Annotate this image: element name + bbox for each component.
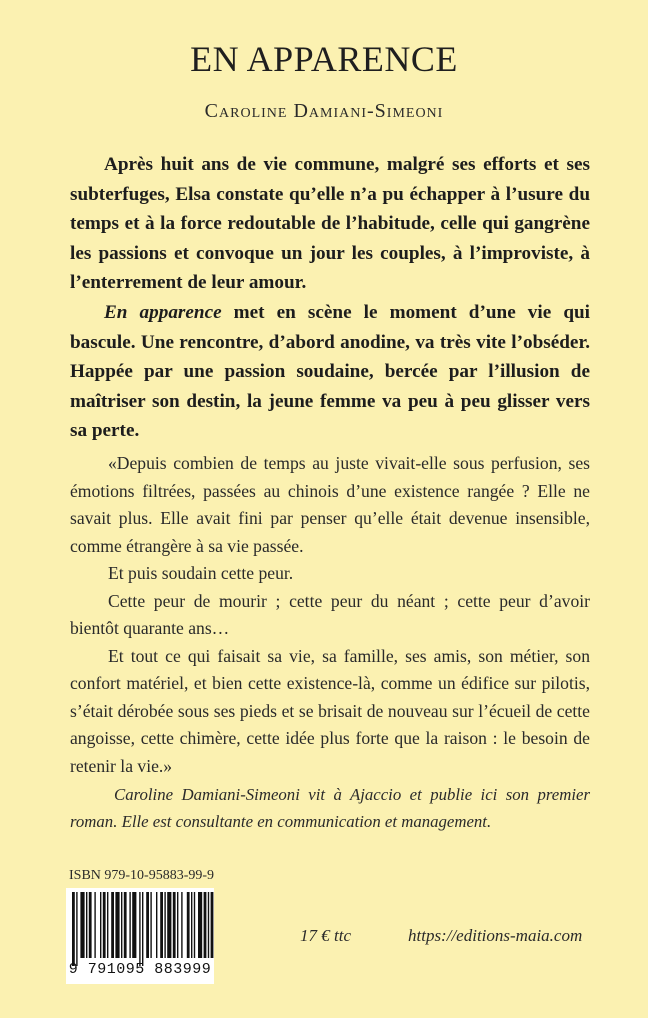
barcode-bar (187, 892, 190, 958)
barcode-bar (124, 892, 127, 958)
barcode-bar (76, 892, 77, 966)
barcode-bar (142, 892, 143, 966)
synopsis-book-title: En apparence (104, 301, 222, 323)
barcode-bar (72, 892, 75, 966)
excerpt-paragraph-1: «Depuis combien de temps au juste vivait-elle sous perfusion, ses émotions filtrées, passées au chinois d’une existence rangée ? Elle ne savait plus. Elle avait fini par penser qu’elle était devenue insensible, comme étrangère à sa vie passée. (70, 453, 590, 556)
barcode-bar (156, 892, 157, 958)
barcode-bar (167, 892, 171, 958)
barcode-bar (204, 892, 207, 958)
synopsis-paragraph-1: Après huit ans de vie commune, malgré ses efforts et ses subterfuges, Elsa constate qu’elle n’a pu échapper à l’usure du temps et à la force redoutable de l’habitude, celle qui gangrène les passions et convoque un jour les couples, à l’improviste, à l’enterrement de leur amour. (70, 154, 590, 294)
barcode-bar (132, 892, 136, 958)
author-bio-text: Caroline Damiani-Simeoni vit à Ajaccio et publie ici son premier roman. Elle est consultante en communication et management. (70, 785, 590, 831)
barcode-bar (164, 892, 165, 958)
price: 17 € ttc (300, 926, 351, 945)
synopsis-paragraph-2-text: met en scène le moment d’une vie qui bascule. Une rencontre, d’abord anodine, va très vite l’obséder. Happée par une passion soudaine, bercée par l’illusion de maîtriser son destin, la jeune femme va peu à peu glisser vers sa perte. (70, 301, 590, 442)
book-title: EN APPARENCE (190, 39, 458, 79)
excerpt (70, 450, 590, 780)
author-bio (70, 781, 590, 835)
barcode-bar (111, 892, 114, 958)
barcode-bar (115, 892, 119, 958)
barcode-bar (211, 892, 214, 958)
barcode-bar (208, 892, 209, 958)
synopsis (70, 150, 590, 446)
excerpt-paragraph-4: Et tout ce qui faisait sa vie, sa famille, ses amis, son métier, son confort matériel, et bien cette existence-là, comme un édifice sur pilotis, s’était dérobée sous ses pieds et se brisait de nouveau sur l’écueil de cette angoisse, cette chimère, cette idée plus forte que la raison : le besoin de retenir la vie.» (70, 645, 590, 776)
barcode-bar (89, 892, 92, 958)
barcode-digits: 9 791095 883999 (68, 961, 212, 978)
barcode-bar (160, 892, 163, 958)
barcode-bar (86, 892, 87, 958)
barcode (66, 888, 214, 984)
barcode-bar (103, 892, 106, 958)
barcode-bar (139, 892, 140, 966)
author-name: Caroline Damiani-Simeoni (204, 100, 444, 122)
barcode-bar (107, 892, 108, 958)
isbn-label: ISBN 979-10-95883-99-9 (69, 868, 215, 883)
barcode-bar (173, 892, 176, 958)
barcode-bar (129, 892, 130, 958)
publisher-url[interactable]: https://editions-maia.com (408, 926, 583, 945)
barcode-bar (177, 892, 178, 958)
barcode-bar (94, 892, 95, 958)
barcode-bar (100, 892, 101, 958)
barcode-bar (121, 892, 122, 958)
synopsis-paragraph-2 (70, 298, 590, 446)
barcode-bar (194, 892, 195, 958)
barcode-bar (80, 892, 84, 958)
barcode-bar (191, 892, 192, 958)
excerpt-paragraph-2: Et puis soudain cette peur. (108, 563, 294, 583)
barcode-bar (198, 892, 202, 958)
barcode-bar (146, 892, 149, 958)
excerpt-paragraph-3: Cette peur de mourir ; cette peur du néant ; cette peur d’avoir bientôt quarante ans… (70, 590, 590, 638)
barcode-bar (150, 892, 151, 958)
barcode-bar (181, 892, 182, 958)
